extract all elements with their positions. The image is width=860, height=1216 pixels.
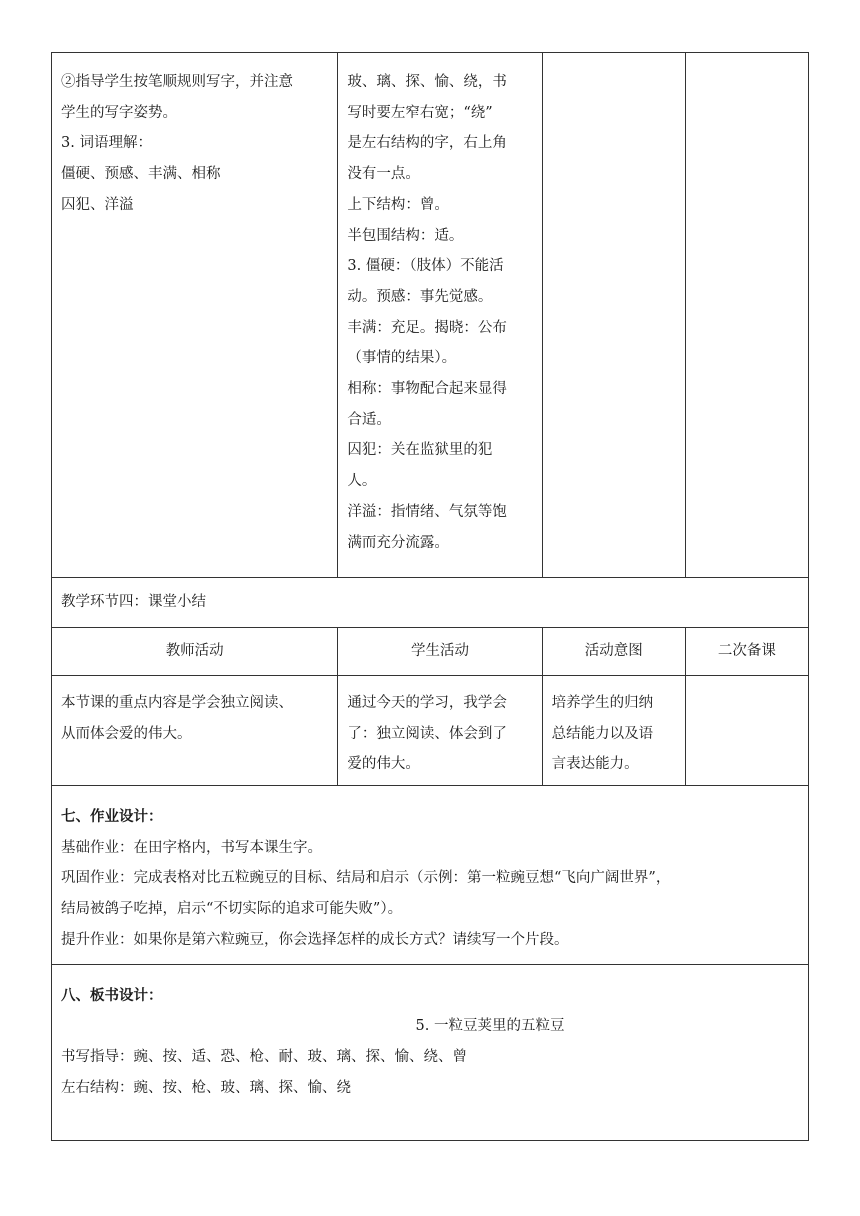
teacher-activity-cell (52, 53, 338, 578)
board-title: 八、板书设计： (61, 986, 163, 1004)
text-line: 囚犯：关在监狱里的犯 (347, 442, 493, 459)
table-row (52, 786, 809, 965)
text-line: 书写指导：豌、按、适、恐、枪、耐、玻、璃、探、愉、绕、曾 (61, 1048, 467, 1065)
text-line: 通过今天的学习，我学会 (347, 695, 507, 711)
text-line: 左右结构：豌、按、枪、玻、璃、探、愉、绕 (61, 1079, 351, 1096)
text-line: 巩固作业：完成表格对比五粒豌豆的目标、结局和启示（示例：第一粒豌豆想“飞向广阔世界”， (61, 870, 671, 887)
board-section (52, 964, 809, 1140)
student-activity-cell (338, 53, 542, 578)
text-line: 合适。 (347, 411, 391, 428)
section4-title: 教学环节四：课堂小结 (52, 578, 809, 628)
table-row (52, 53, 809, 578)
text-line: 写时要左窄右宽；“绕” (347, 104, 493, 121)
text-line: 半包围结构：适。 (347, 227, 464, 244)
summary-intent-cell (542, 676, 685, 786)
summary-second-prep-cell (685, 676, 808, 786)
text-line: （事情的结果）。 (347, 350, 457, 367)
text-line: 玻、璃、探、愉、绕，书 (347, 74, 507, 90)
text-line: 丰满：充足。揭晓：公布 (347, 319, 507, 336)
table-header-row (52, 628, 809, 676)
second-prep-cell (685, 53, 808, 578)
table-row (52, 578, 809, 628)
text-line: 僵硬、预感、丰满、相称 (61, 166, 221, 183)
text-line: 言表达能力。 (551, 756, 639, 773)
board-center-title: 5. 一粒豆荚里的五粒豆 (415, 1018, 565, 1035)
text-line: 人。 (347, 473, 377, 490)
summary-student-cell (338, 676, 542, 786)
lesson-plan-table (51, 52, 809, 1141)
text-line: 学生的写字姿势。 (61, 104, 177, 121)
text-line: 总结能力以及语 (551, 725, 654, 742)
table-row (52, 964, 809, 1140)
header-second-prep: 二次备课 (685, 628, 808, 676)
intent-cell (542, 53, 685, 578)
text-line: 是左右结构的字，右上角 (347, 135, 507, 152)
header-teacher: 教师活动 (52, 628, 338, 676)
text-line: 满而充分流露。 (347, 534, 449, 551)
text-line: 培养学生的归纳 (551, 695, 654, 711)
homework-title: 七、作业设计： (61, 808, 163, 825)
header-intent: 活动意图 (542, 628, 685, 676)
text-line: 相称：事物配合起来显得 (347, 381, 507, 398)
homework-section (52, 786, 809, 965)
text-line: 结局被鸽子吃掉，启示“不切实际的追求可能失败”）。 (61, 901, 403, 918)
text-line: 没有一点。 (347, 166, 420, 183)
text-line: 动。预感：事先觉感。 (347, 288, 493, 305)
text-line: 了：独立阅读、体会到了 (347, 725, 507, 742)
text-line: 从而体会爱的伟大。 (61, 725, 192, 742)
text-line: 3. 词语理解： (61, 135, 152, 152)
text-line: ②指导学生按笔顺规则写字，并注意 (61, 74, 293, 90)
summary-teacher-cell (52, 676, 338, 786)
text-line: 3. 僵硬：（肢体）不能活 (347, 258, 504, 275)
text-line: 提升作业：如果你是第六粒豌豆，你会选择怎样的成长方式？请续写一个片段。 (61, 931, 569, 948)
text-line: 本节课的重点内容是学会独立阅读、 (61, 695, 293, 711)
table-row (52, 676, 809, 786)
text-line: 基础作业：在田字格内，书写本课生字。 (61, 839, 322, 856)
text-line: 上下结构：曾。 (347, 196, 449, 213)
text-line: 爱的伟大。 (347, 756, 420, 773)
text-line: 洋溢：指情绪、气氛等饱 (347, 503, 507, 520)
text-line: 囚犯、洋溢 (61, 196, 134, 213)
header-student: 学生活动 (338, 628, 542, 676)
